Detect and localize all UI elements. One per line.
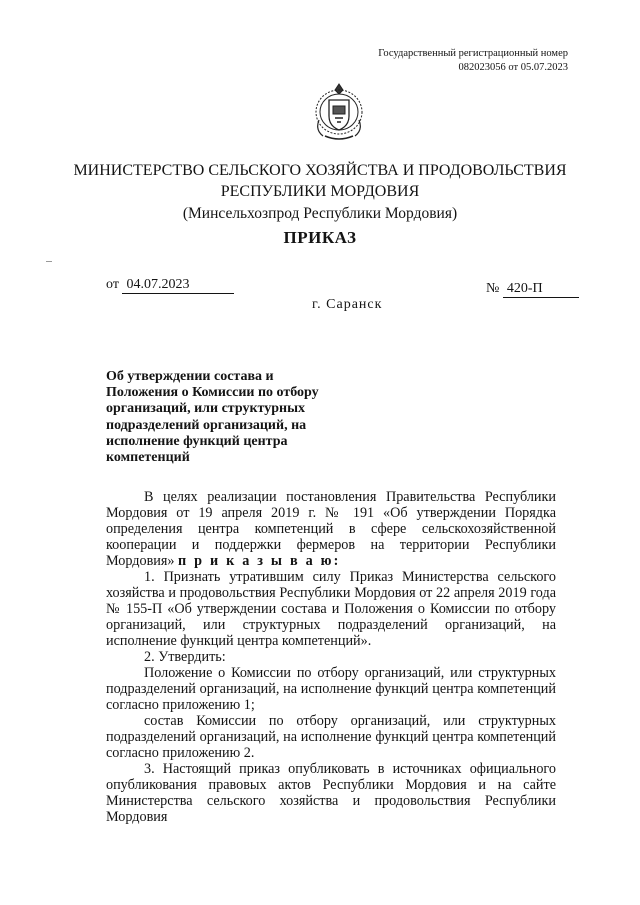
coat-of-arms-icon [313,82,365,142]
registration-line-2: 082023056 от 05.07.2023 [458,62,568,73]
margin-mark [46,261,52,262]
intro-text: В целях реализации постановления Правительства Республики Мордовия от 19 апреля 2019 г. № 191 «Об утверждении Порядка определения центра компетенций в сфере сельскохозяйственной кооперации и поддержки фермеров на территории Республики Мордовия» [106,489,556,569]
number-prefix: № [486,281,500,296]
intro-paragraph [106,489,556,569]
decree-word: п р и к а з ы в а ю: [178,553,341,569]
item-2: 2. Утвердить: [144,649,226,665]
ministry-short-name: (Минсельхозпрод Республики Мордовия) [182,205,458,222]
item-1: 1. Признать утратившим силу Приказ Министерства сельского хозяйства и продовольствия Республики Мордовия от 22 апреля 2019 года № 155-П «Об утверждении состава и Положения о Комиссии по отбору организаций, или структурных подразделений организаций, на исполнение функций центра компетенций». [106,569,556,649]
ministry-region: РЕСПУБЛИКИ МОРДОВИЯ [220,183,420,200]
registration-line-1: Государственный регистрационный номер [378,48,568,59]
item-2b: состав Комиссии по отбору организаций, или структурных подразделений организаций, на исполнение функций центра компетенций согласно приложению 2. [106,713,556,761]
number-value: 420-П [503,281,579,298]
order-city: г. Саранск [312,297,383,312]
order-subject: Об утверждении состава и Положения о Комиссии по отбору организаций, или структурных подразделений организаций, на исполнение функций центра компетенций [106,369,319,466]
date-value: 04.07.2023 [122,277,234,294]
item-2a: Положение о Комиссии по отбору организаций, или структурных подразделений организаций, на исполнение функций центра компетенций согласно приложению 1; [106,665,556,713]
order-title: ПРИКАЗ [283,228,357,247]
item-3: 3. Настоящий приказ опубликовать в источниках официального опубликования правовых актов Республики Мордовия и на сайте Министерства сельского хозяйства и продовольствия Республики Мордовия [106,761,556,825]
order-body [106,489,556,825]
order-date [106,277,234,294]
date-prefix: от [106,277,119,292]
registration-stamp [378,47,568,75]
order-number [486,281,579,298]
ministry-name: МИНИСТЕРСТВО СЕЛЬСКОГО ХОЗЯЙСТВА И ПРОДОВОЛЬСТВИЯ [73,162,567,179]
